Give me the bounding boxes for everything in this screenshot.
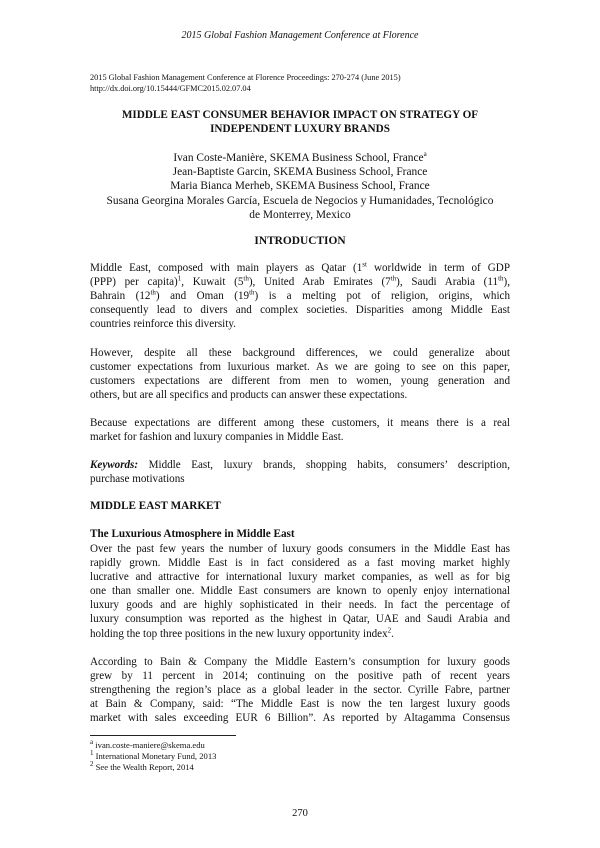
- author-1-text: Ivan Coste-Manière, SKEMA Business School, France: [173, 152, 424, 164]
- text-line: purchase motivations: [90, 473, 185, 486]
- market-paragraph-2: [90, 655, 510, 725]
- running-header: 2015 Global Fashion Management Conference at Florence: [181, 30, 419, 41]
- proceedings-info: [90, 72, 520, 94]
- text-line: luxury goods and are highly sophisticated in their needs. In fact the percentage of: [90, 599, 510, 612]
- footnote-ref-1: 1: [177, 274, 182, 283]
- text-line: consequently lead to divers and complex societies. Disparities among Middle East: [90, 304, 510, 317]
- text-line: lucrative and attractive for international luxury market companies, as well as for big: [90, 571, 510, 584]
- text-line: one than smaller one. Middle East consumers are known to openly enjoy international: [90, 585, 510, 598]
- text-line: According to Bain & Company the Middle Eastern’s consumption for luxury goods: [90, 656, 510, 668]
- intro-paragraph-2: [90, 346, 510, 402]
- author-1-footnote-mark: a: [423, 150, 427, 159]
- author-1: [90, 151, 510, 165]
- footnotes: [90, 740, 510, 773]
- paper-title: [90, 108, 510, 136]
- text-line: (PPP) per capita)$^1$, Kuwait (5th), United Arab Emirates (7th), Saudi Arabia (11th),: [90, 274, 510, 289]
- text-line: rapidly grown. Middle East is in fact considered as a fast moving market highly: [90, 557, 510, 570]
- market-paragraph-1: [90, 542, 510, 641]
- introduction-heading: INTRODUCTION: [254, 235, 346, 247]
- text-line: holding the top three positions in the new luxury opportunity index$^2$.: [90, 625, 394, 640]
- intro-paragraph-1: [90, 261, 510, 331]
- text-line: customers expectations are different from men to women, young generation and: [90, 375, 510, 388]
- doi-link[interactable]: http://dx.doi.org/10.15444/GFMC2015.02.07.04: [90, 84, 251, 93]
- text-line: strengthening the region’s place as a global leader in the sector. Cyrille Fabre, partner: [90, 684, 510, 697]
- text-line: Middle East, composed with main players as Qatar (1st worldwide in term of GDP: [90, 260, 510, 274]
- text-line: market with sales exceeding EUR 6 Billion”. As reported by Altagamma Consensus: [90, 712, 510, 725]
- intro-paragraph-3: [90, 416, 510, 444]
- proceedings-citation: 2015 Global Fashion Management Conference at Florence Proceedings: 270-274 (June 2015): [90, 73, 401, 82]
- footnote-a: $^a$ ivan.coste-maniere@skema.edu: [90, 738, 205, 750]
- footnote-1: $^1$ International Monetary Fund, 2013: [90, 749, 217, 761]
- footnote-2: $^2$ See the Wealth Report, 2014: [90, 760, 194, 772]
- title-line-1: MIDDLE EAST CONSUMER BEHAVIOR IMPACT ON STRATEGY OF: [121, 109, 479, 121]
- text-line: grew by 11 percent in 2014; continuing on the positive path of recent years: [90, 670, 510, 683]
- text-line: market for fashion and luxury companies in Middle East.: [90, 431, 344, 444]
- text-line: countries reinforce this diversity.: [90, 318, 236, 331]
- subsection-heading-luxurious-atmosphere: The Luxurious Atmosphere in Middle East: [90, 528, 295, 540]
- text-line: Because expectations are different among these customers, it means there is a real: [90, 417, 510, 429]
- keywords-paragraph: [90, 458, 510, 486]
- footnote-ref-2: 2: [387, 625, 392, 634]
- text-line: at Bain & Company, said: “The Middle East is now the ten largest luxury goods: [90, 698, 510, 711]
- text-line: Over the past few years the number of luxury goods consumers in the Middle East has: [90, 543, 510, 555]
- author-list: [90, 151, 510, 222]
- page-number: 270: [292, 808, 308, 819]
- text-line: Keywords: Middle East, luxury brands, shopping habits, consumers’ description,: [90, 459, 510, 471]
- author-4-line-1: Susana Georgina Morales García, Escuela de Negocios y Humanidades, Tecnológico: [106, 194, 494, 207]
- text-line: However, despite all these background differences, we could generalize about: [90, 347, 510, 359]
- text-line: luxury consumption was reported as the highest in Qatar, UAE and Saudi Arabia and: [90, 613, 510, 626]
- text-line: others, but are all specifics and products can answer these expectations.: [90, 389, 408, 402]
- text-line: Bahrain (12th) and Oman (19th) is a melting pot of religion, origins, which: [90, 288, 511, 303]
- footnote-divider: [90, 735, 236, 736]
- author-3: Maria Bianca Merheb, SKEMA Business School, France: [170, 180, 430, 193]
- text-line: customer expectations from luxurious market. As we are going to see on this paper,: [90, 361, 510, 374]
- keywords-label: Keywords:: [90, 459, 139, 471]
- author-4-line-2: de Monterrey, Mexico: [249, 208, 351, 221]
- author-2: Jean-Baptiste Garcin, SKEMA Business School, France: [172, 166, 428, 179]
- section-heading-middle-east-market: MIDDLE EAST MARKET: [90, 500, 221, 512]
- title-line-2: INDEPENDENT LUXURY BRANDS: [210, 123, 390, 135]
